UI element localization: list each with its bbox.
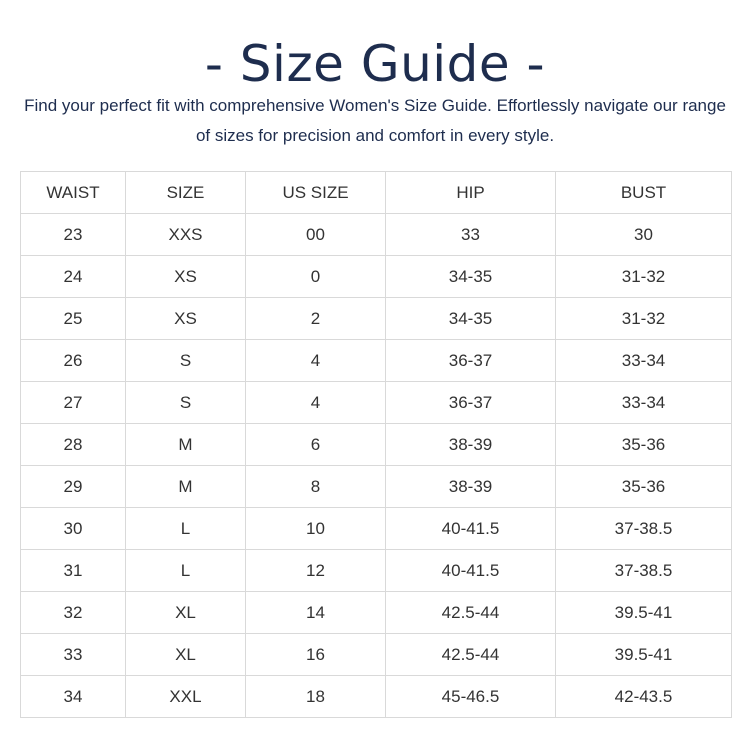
cell-size: XL: [126, 592, 246, 634]
cell-waist: 32: [21, 592, 126, 634]
table-row: [21, 382, 732, 424]
cell-us-size: 10: [246, 508, 386, 550]
page-title: - Size Guide -: [204, 34, 546, 93]
cell-size: M: [126, 424, 246, 466]
cell-waist: 23: [21, 214, 126, 256]
table-row: [21, 256, 732, 298]
cell-hip: 34-35: [386, 298, 556, 340]
table-row: [21, 214, 732, 256]
cell-waist: 30: [21, 508, 126, 550]
cell-us-size: 4: [246, 340, 386, 382]
cell-bust: 39.5-41: [556, 634, 732, 676]
cell-us-size: 4: [246, 382, 386, 424]
header-bust: BUST: [556, 172, 732, 214]
cell-bust: 31-32: [556, 298, 732, 340]
cell-bust: 33-34: [556, 382, 732, 424]
size-table-body: [21, 214, 732, 718]
cell-size: XXL: [126, 676, 246, 718]
cell-bust: 31-32: [556, 256, 732, 298]
cell-waist: 28: [21, 424, 126, 466]
cell-hip: 40-41.5: [386, 550, 556, 592]
cell-bust: 30: [556, 214, 732, 256]
cell-bust: 39.5-41: [556, 592, 732, 634]
cell-us-size: 18: [246, 676, 386, 718]
table-row: [21, 676, 732, 718]
cell-size: S: [126, 340, 246, 382]
table-row: [21, 592, 732, 634]
header-us-size: US SIZE: [246, 172, 386, 214]
cell-size: M: [126, 466, 246, 508]
cell-hip: 45-46.5: [386, 676, 556, 718]
cell-hip: 34-35: [386, 256, 556, 298]
cell-waist: 33: [21, 634, 126, 676]
cell-hip: 42.5-44: [386, 592, 556, 634]
cell-hip: 36-37: [386, 340, 556, 382]
cell-us-size: 14: [246, 592, 386, 634]
table-header-row: [21, 172, 732, 214]
cell-size: L: [126, 508, 246, 550]
table-row: [21, 634, 732, 676]
cell-hip: 33: [386, 214, 556, 256]
size-guide-description: Find your perfect fit with comprehensive Women's Size Guide. Effortlessly navigate our range of sizes for precision and comfort in every style.: [24, 96, 726, 145]
cell-waist: 29: [21, 466, 126, 508]
cell-hip: 38-39: [386, 466, 556, 508]
header-hip: HIP: [386, 172, 556, 214]
cell-hip: 36-37: [386, 382, 556, 424]
cell-bust: 37-38.5: [556, 550, 732, 592]
cell-bust: 35-36: [556, 424, 732, 466]
cell-hip: 42.5-44: [386, 634, 556, 676]
cell-size: L: [126, 550, 246, 592]
cell-size: XS: [126, 256, 246, 298]
cell-bust: 42-43.5: [556, 676, 732, 718]
cell-waist: 31: [21, 550, 126, 592]
cell-hip: 38-39: [386, 424, 556, 466]
cell-waist: 26: [21, 340, 126, 382]
cell-size: XL: [126, 634, 246, 676]
cell-us-size: 16: [246, 634, 386, 676]
cell-size: S: [126, 382, 246, 424]
cell-us-size: 2: [246, 298, 386, 340]
table-row: [21, 550, 732, 592]
cell-us-size: 8: [246, 466, 386, 508]
cell-hip: 40-41.5: [386, 508, 556, 550]
cell-waist: 24: [21, 256, 126, 298]
cell-us-size: 00: [246, 214, 386, 256]
table-row: [21, 466, 732, 508]
cell-us-size: 12: [246, 550, 386, 592]
cell-us-size: 0: [246, 256, 386, 298]
cell-waist: 34: [21, 676, 126, 718]
table-row: [21, 508, 732, 550]
table-row: [21, 298, 732, 340]
cell-us-size: 6: [246, 424, 386, 466]
cell-waist: 27: [21, 382, 126, 424]
header-size: SIZE: [126, 172, 246, 214]
cell-bust: 37-38.5: [556, 508, 732, 550]
header-waist: WAIST: [21, 172, 126, 214]
table-row: [21, 340, 732, 382]
cell-size: XS: [126, 298, 246, 340]
cell-bust: 33-34: [556, 340, 732, 382]
cell-bust: 35-36: [556, 466, 732, 508]
cell-waist: 25: [21, 298, 126, 340]
table-row: [21, 424, 732, 466]
cell-size: XXS: [126, 214, 246, 256]
size-table: [20, 171, 732, 718]
